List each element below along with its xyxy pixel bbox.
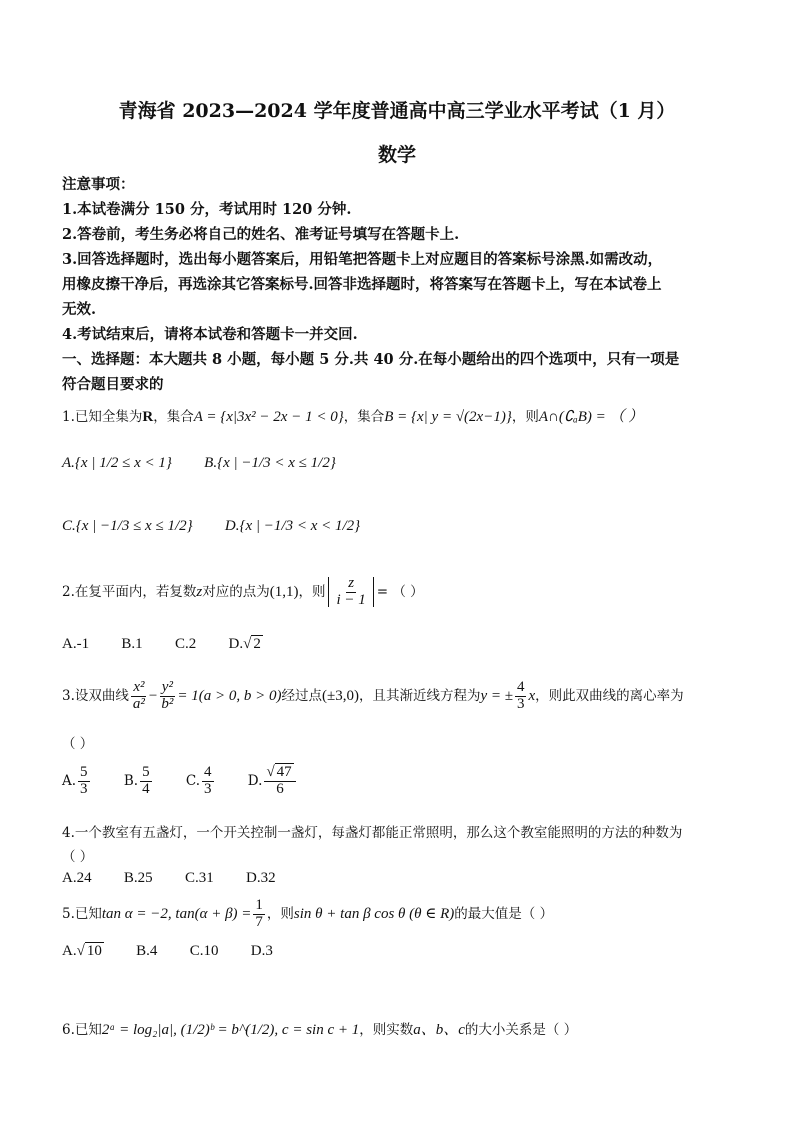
- q3-option-a[interactable]: A. $\frac{5}{3}$: [62, 764, 88, 797]
- q3-options: [62, 765, 298, 798]
- abs-bar-left: [328, 577, 329, 607]
- q1-universal-set: R: [142, 409, 154, 425]
- exam-title: 青海省 2023—2024 学年度普通高中高三学业水平考试（1 月）: [118, 100, 676, 122]
- notice-item-3-line-3: 无效.: [62, 301, 97, 318]
- q2-option-d[interactable]: D.√ 2: [228, 636, 261, 652]
- q5-text-1: ，则: [266, 905, 294, 922]
- q3-paren: （ ）: [62, 736, 94, 752]
- q1-options-row-2: [62, 518, 388, 535]
- q5-fraction: $\frac{1}{7}$: [255, 897, 263, 930]
- q5-option-c[interactable]: C.10: [189, 943, 219, 959]
- q1-set-a: A = {x|3x² − 2x − 1 < 0}: [193, 409, 344, 425]
- q2-option-c[interactable]: C.2: [174, 636, 197, 652]
- q4-paren: （ ）: [62, 849, 94, 865]
- notice-item-1: 1.本试卷满分 150 分，考试用时 120 分钟.: [62, 201, 352, 218]
- q5-option-b[interactable]: B.4: [136, 943, 158, 959]
- q2-option-b[interactable]: B.1: [121, 636, 143, 652]
- question-1: [62, 405, 643, 426]
- q6-prefix: 6.已知: [62, 1022, 102, 1038]
- q5-tail: 的最大值是（ ）: [454, 905, 554, 922]
- q6-text-1: ，则实数: [359, 1022, 414, 1038]
- q1-options-row-1: [62, 455, 364, 472]
- q3-point: (±3,0): [321, 687, 359, 704]
- notice-item-3-line-2: 用橡皮擦干净后，再选涂其它答案标号.回答非选择题时，将答案写在答题卡上，写在本试卷上: [62, 276, 662, 293]
- q2-point: (1,1): [269, 583, 299, 600]
- q1-option-c[interactable]: C.{x | −1/3 ≤ x ≤ 1/2}: [62, 518, 193, 534]
- notice-item-3-line-1: 3.回答选择题时，选出每小题答案后，用铅笔把答题卡上对应题目的答案标号涂黑.如需改动，: [62, 251, 663, 268]
- q3-text-2: ，且其渐近线方程为: [358, 687, 481, 704]
- q5-prefix: 5.已知: [62, 905, 102, 922]
- q1-option-b[interactable]: B.{x | −1/3 < x ≤ 1/2}: [204, 455, 336, 471]
- q1-expression: A∩(∁ₐB) = （ ）: [538, 409, 644, 425]
- q6-variables: a、b、c: [413, 1022, 465, 1038]
- q4-option-b[interactable]: B.25: [123, 870, 153, 886]
- q6-tail: 的大小关系是（ ）: [464, 1022, 578, 1038]
- q2-text-1: 对应的点为: [202, 583, 270, 600]
- q4-option-a[interactable]: A.24: [62, 870, 92, 886]
- q4-options: [62, 870, 276, 887]
- abs-bar-right: [373, 577, 374, 607]
- q3-asymptote-fraction: $\frac{4}{3}$: [516, 679, 525, 712]
- q5-option-d[interactable]: D.3: [250, 943, 273, 959]
- q2-variable-z: z: [196, 583, 203, 600]
- q1-text-2: ，集合: [343, 409, 385, 425]
- q2-option-a[interactable]: A.-1: [62, 636, 90, 652]
- q3-option-c[interactable]: C. $\frac{4}{3}$: [185, 764, 212, 797]
- q4-option-d[interactable]: D.32: [246, 870, 276, 886]
- q2-tail: = （ ）: [376, 583, 424, 600]
- q2-text-2: ，则: [298, 583, 326, 600]
- q1-text-3: ，则: [511, 409, 539, 425]
- q2-fraction: $\frac{z}{i - 1}$: [336, 575, 366, 608]
- q6-expression: 2ᵃ = log₂|a|, (1/2)ᵇ = b^(1/2), c = sin c + 1: [101, 1022, 360, 1038]
- q1-option-a[interactable]: A.{x | 1/2 ≤ x < 1}: [62, 455, 172, 471]
- q1-prefix: 1.已知全集为: [62, 409, 143, 425]
- q2-option-d-radicand: 2: [253, 636, 261, 652]
- q3-option-d[interactable]: D. $\frac{√ 47}{6}$: [248, 773, 298, 789]
- question-3: 3.设双曲线 $\frac{\text{x²}}{\text{a²}}$ − $\frac{\text{y²}}{\text{b²}}$ = 1(a > 0, b > 0)经过点(±3,0)，且其渐近线方程为y = ± $\frac{4}{3}$ x，则此双曲线的离心率为: [62, 679, 684, 712]
- section-1-line-2: 符合题目要求的: [62, 376, 164, 393]
- q5-expression-1: tan α = −2, tan(α + β) =: [101, 905, 252, 922]
- q3-prefix: 3.设双曲线: [62, 687, 129, 704]
- q5-expression-2: sin θ + tan β cos θ (θ ∈ R): [293, 905, 455, 922]
- question-2: [62, 576, 424, 609]
- q3-tail: ，则此双曲线的离心率为: [535, 687, 684, 704]
- q4-option-c[interactable]: C.31: [184, 870, 214, 886]
- question-6: [62, 1018, 577, 1039]
- q3-y-term: $\frac{\text{y²}}{\text{b²}}$: [161, 679, 174, 712]
- q1-text-1: ，集合: [153, 409, 194, 425]
- q5-option-a[interactable]: A.√ 10: [62, 943, 102, 959]
- q1-set-b: B = {x| y = √(2x−1)}: [384, 409, 512, 425]
- q3-asymptote-post: x: [528, 687, 536, 704]
- notice-item-2: 2.答卷前，考生务必将自己的姓名、准考证号填写在答题卡上.: [62, 226, 460, 243]
- notice-item-4: 4.考试结束后，请将本试卷和答题卡一并交回.: [62, 326, 358, 343]
- q3-x-term: $\frac{\text{x²}}{\text{a²}}$: [132, 679, 145, 712]
- question-5: [62, 898, 553, 931]
- q2-prefix: 2.在复平面内，若复数: [62, 583, 197, 600]
- notice-heading: 注意事项：: [62, 176, 135, 193]
- q3-condition: = 1(a > 0, b > 0): [177, 687, 282, 704]
- sqrt-symbol: √: [243, 636, 252, 652]
- q3-asymptote-pre: y = ±: [480, 687, 513, 704]
- question-4: 4.一个教室有五盏灯，一个开关控制一盏灯，每盏灯都能正常照明，那么这个教室能照明的方法的种数为: [62, 825, 683, 841]
- q5-options: [62, 943, 273, 960]
- q3-text-1: 经过点: [281, 687, 322, 704]
- q3-option-b[interactable]: B. $\frac{5}{4}$: [123, 764, 150, 797]
- section-1-line-1: 一、选择题：本大题共 8 小题，每小题 5 分.共 40 分.在每小题给出的四个选项中，只有一项是: [62, 351, 680, 368]
- q2-options: [62, 636, 263, 653]
- exam-subject: 数学: [377, 144, 416, 166]
- q1-option-d[interactable]: D.{x | −1/3 < x < 1/2}: [224, 518, 361, 534]
